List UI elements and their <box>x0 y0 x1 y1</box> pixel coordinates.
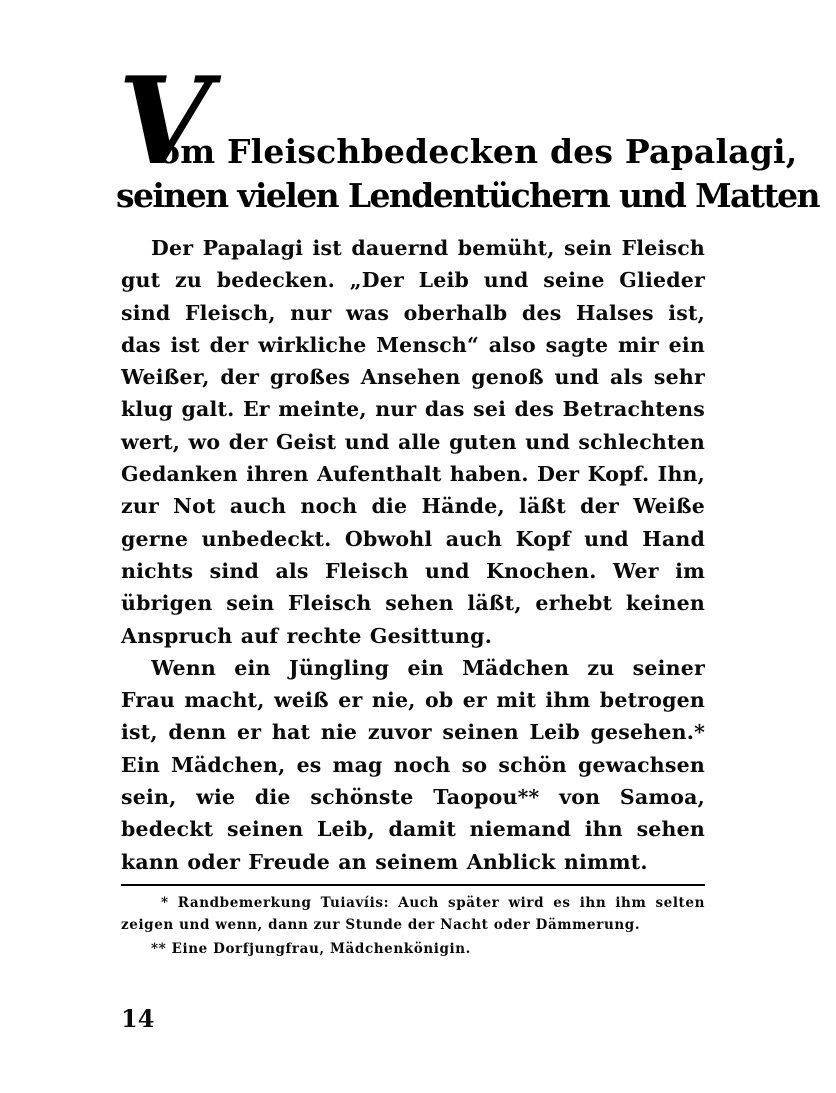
chapter-title <box>112 51 819 222</box>
title-line-2: seinen vielen Lendentüchern und Matten <box>116 176 819 215</box>
page-number: 14 <box>121 1004 155 1033</box>
title-drop-cap: V <box>118 51 212 192</box>
footnotes <box>121 892 705 960</box>
footnote-divider <box>121 884 705 886</box>
body-text <box>121 232 705 878</box>
footnote-2: ** Eine Dorfjungfrau, Mädchenkönigin. <box>151 941 471 957</box>
footnote-1: * Randbemerkung Tuiavíis: Auch später wird es ihn ihm selten zeigen und wenn, dann zur Stunde der Nacht oder Dämmerung. <box>121 895 705 933</box>
paragraph-1: Der Papalagi ist dauernd bemüht, sein Fleisch gut zu bedecken. „Der Leib und seine Glieder sind Fleisch, nur was oberhalb des Halses ist, das ist der wirkliche Mensch“ also sagte mir ein Weißer, der großes Ansehen genoß und als sehr klug galt. Er meinte, nur das sei des Betrachtens wert, wo der Geist und alle guten und schlechten Gedanken ihren Aufenthalt haben. Der Kopf. Ihn, zur Not auch noch die Hände, läßt der Weiße gerne unbedeckt. Obwohl auch Kopf und Hand nichts sind als Fleisch und Knochen. Wer im übrigen sein Fleisch sehen läßt, erhebt keinen Anspruch auf rechte Gesittung. <box>121 236 705 648</box>
paragraph-2: Wenn ein Jüngling ein Mädchen zu seiner Frau macht, weiß er nie, ob er mit ihm betrogen ist, denn er hat nie zuvor seinen Leib gesehen.* Ein Mädchen, es mag noch so schön gewachsen sein, wie die schönste Taopou** von Samoa, bedeckt seinen Leib, damit niemand ihn sehen kann oder Freude an seinem Anblick nimmt. <box>121 655 705 874</box>
title-line-1: om Fleischbedecken des Papalagi, <box>158 132 798 171</box>
